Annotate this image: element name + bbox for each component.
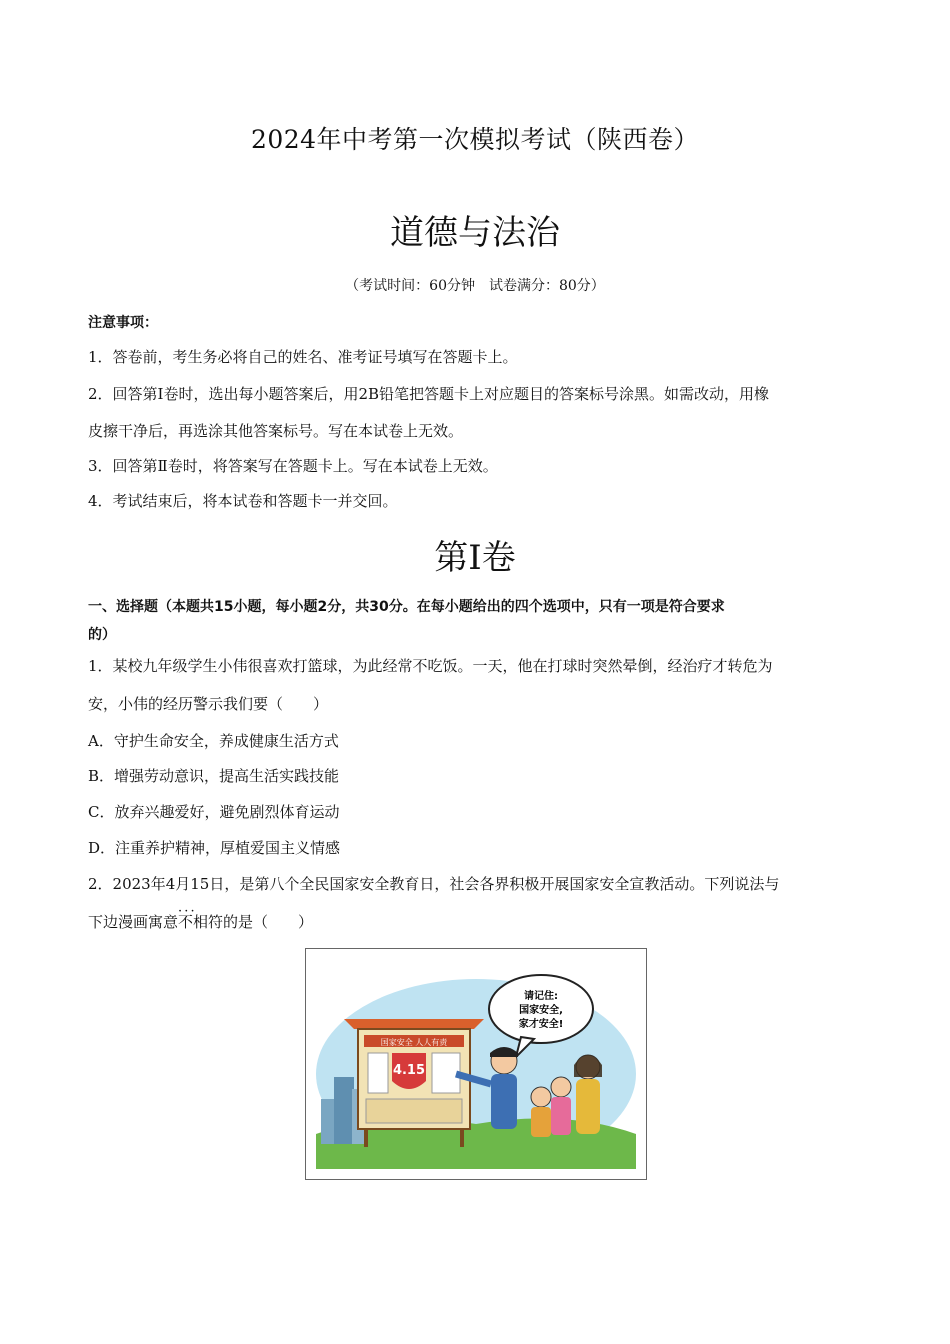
notice-item-3: 3．回答第Ⅱ卷时，将答案写在答题卡上。写在本试卷上无效。 bbox=[88, 457, 498, 475]
q2-stem-pre: 下边漫画寓意 bbox=[88, 913, 179, 931]
board-poster-right bbox=[432, 1053, 460, 1093]
woman-body bbox=[576, 1079, 600, 1134]
speech-line-1: 请记住: bbox=[524, 991, 558, 1002]
security-cartoon bbox=[305, 948, 647, 1180]
notice-item-2-cont: 皮擦干净后，再选涂其他答案标号。写在本试卷上无效。 bbox=[88, 422, 464, 440]
speech-line-2: 国家安全, bbox=[519, 1005, 563, 1016]
exam-info: （考试时间：60分钟 试卷满分：80分） bbox=[345, 278, 605, 294]
notice-item-4: 4．考试结束后，将本试卷和答题卡一并交回。 bbox=[88, 492, 398, 510]
girl-head bbox=[551, 1077, 571, 1097]
q2-emphasis: · · · 不相符 bbox=[178, 913, 223, 931]
board-poster-bottom bbox=[366, 1099, 462, 1123]
board-title: 国家安全 人人有责 bbox=[380, 1038, 448, 1047]
part-one-heading-cont: 的） bbox=[88, 627, 116, 643]
q2-stem-cont bbox=[88, 912, 868, 932]
q1-option-b: B．增强劳动意识，提高生活实践技能 bbox=[88, 767, 340, 785]
building-1 bbox=[321, 1099, 335, 1144]
notice-item-1: 1．答卷前，考生务必将自己的姓名、准考证号填写在答题卡上。 bbox=[88, 348, 518, 366]
q1-stem: 1．某校九年级学生小伟很喜欢打篮球，为此经常不吃饭。一天，他在打球时突然晕倒，经治疗才转危为 bbox=[88, 657, 773, 675]
notice-heading: 注意事项： bbox=[88, 315, 158, 331]
exam-title: 2024年中考第一次模拟考试（陕西卷） bbox=[250, 125, 700, 154]
q2-stem-post: 的是（ ） bbox=[223, 913, 314, 931]
speech-line-3: 家才安全! bbox=[518, 1019, 564, 1030]
q2-stem: 2．2023年4月15日，是第八个全民国家安全教育日，社会各界积极开展国家安全宣教活动。下列说法与 bbox=[88, 875, 780, 893]
building-2 bbox=[334, 1077, 354, 1144]
board-poster-left bbox=[368, 1053, 388, 1093]
q1-option-a: A．守护生命安全，养成健康生活方式 bbox=[88, 732, 339, 750]
badge-date: 4.15 bbox=[392, 1063, 426, 1078]
man-body bbox=[491, 1074, 517, 1129]
notice-item-2: 2．回答第Ⅰ卷时，选出每小题答案后，用2B铅笔把答题卡上对应题目的答案标号涂黑。如需改动，用橡 bbox=[88, 385, 770, 403]
q1-option-c: C．放弃兴趣爱好，避免剧烈体育运动 bbox=[88, 803, 340, 821]
q1-option-d: D．注重养护精神，厚植爱国主义情感 bbox=[88, 839, 341, 857]
part-one-heading: 一、选择题（本题共15小题，每小题2分，共30分。在每小题给出的四个选项中，只有一项是符合要求 bbox=[88, 599, 725, 615]
subject-title: 道德与法治 bbox=[390, 213, 560, 253]
girl-body bbox=[551, 1097, 571, 1135]
board-roof bbox=[344, 1019, 484, 1029]
boy-body bbox=[531, 1107, 551, 1137]
cartoon-illustration bbox=[306, 949, 646, 1179]
boy-head bbox=[531, 1087, 551, 1107]
section-title: 第Ⅰ卷 bbox=[434, 538, 516, 578]
q1-stem-cont: 安，小伟的经历警示我们要（ ） bbox=[88, 695, 329, 713]
